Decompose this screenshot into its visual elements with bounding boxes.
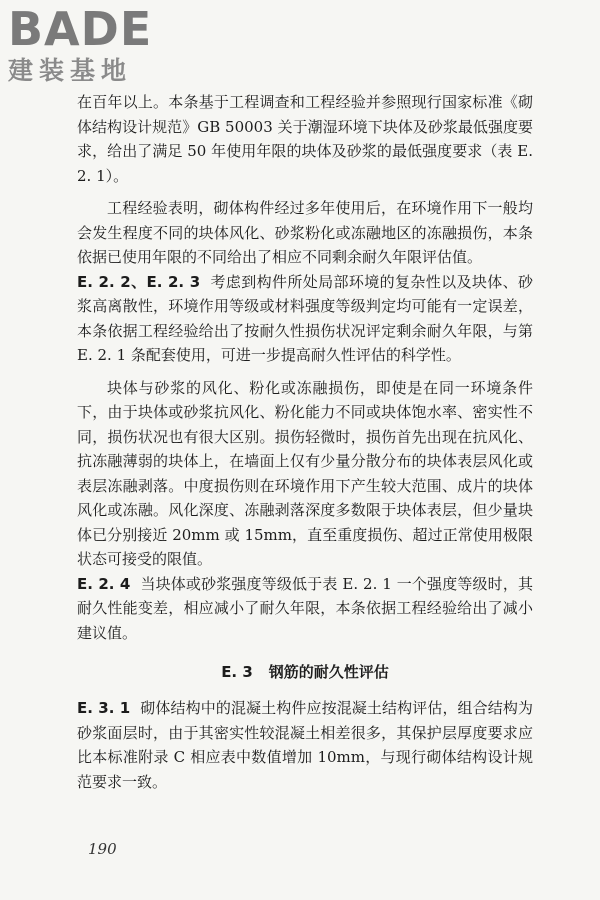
section-title: 钢筋的耐久性评估	[268, 663, 389, 681]
clause-text: 砌体结构中的混凝土构件应按混凝土结构评估，组合结构为砂浆面层时，由于其密实性较混凝土相差很多，其保护层厚度要求应比本标准附录 C 相应表中数值增加 10mm，与现行砌体结构设计规范要求一致。	[77, 699, 533, 791]
clause-number: E. 2. 2、E. 2. 3	[77, 272, 201, 291]
page-body	[77, 90, 533, 794]
section-number: E. 3	[221, 663, 253, 681]
page-number: 190	[88, 840, 117, 858]
section-heading	[77, 661, 533, 682]
paragraph-weathering: 块体与砂浆的风化、粉化或冻融损伤，即使是在同一环境条件下，由于块体或砂浆抗风化、粉化能力不同或块体饱水率、密实性不同，损伤状况也有很大区别。损伤轻微时，损伤首先出现在抗风化、抗冻融薄弱的块体上，在墙面上仅有少量分散分布的块体表层风化或表层冻融剥落。中度损伤则在环境作用下产生较大范围、成片的块体风化或冻融。风化深度、冻融剥落深度多数限于块体表层，但少量块体已分别接近 20mm 或 15mm，直至重度损伤、超过正常使用极限状态可接受的限值。	[77, 378, 533, 568]
paragraph-clause-e24	[77, 572, 533, 646]
paragraph-clause-e31	[77, 696, 533, 794]
paragraph-clause-e22-e23	[77, 270, 533, 368]
clause-text: 考虑到构件所处局部环境的复杂性以及块体、砂浆高离散性，环境作用等级或材料强度等级判定均可能有一定误差，本条依据工程经验给出了按耐久性损伤状况评定剩余耐久年限，与第 E. 2. 1 条配套使用，可进一步提高耐久性评估的科学性。	[77, 272, 533, 364]
watermark-logo	[8, 4, 178, 92]
logo-subtitle: 建装基地	[8, 56, 133, 85]
paragraph-experience: 工程经验表明，砌体构件经过多年使用后，在环境作用下一般均会发生程度不同的块体风化、砂浆粉化或冻融地区的冻融损伤，本条依据已使用年限的不同给出了相应不同剩余耐久年限评估值。	[77, 199, 533, 266]
paragraph-continuation: 在百年以上。本条基于工程调查和工程经验并参照现行国家标准《砌体结构设计规范》GB 50003 关于潮湿环境下块体及砂浆最低强度要求，给出了满足 50 年使用年限的块体及砂浆的最低强度要求（表 E. 2. 1）。	[77, 93, 533, 185]
clause-number: E. 3. 1	[77, 699, 131, 717]
clause-text: 当块体或砂浆强度等级低于表 E. 2. 1 一个强度等级时，其耐久性能变差，相应减小了耐久年限，本条依据工程经验给出了减小建议值。	[77, 574, 533, 642]
clause-number: E. 2. 4	[77, 574, 131, 593]
logo-wordmark: BADE	[8, 2, 153, 56]
